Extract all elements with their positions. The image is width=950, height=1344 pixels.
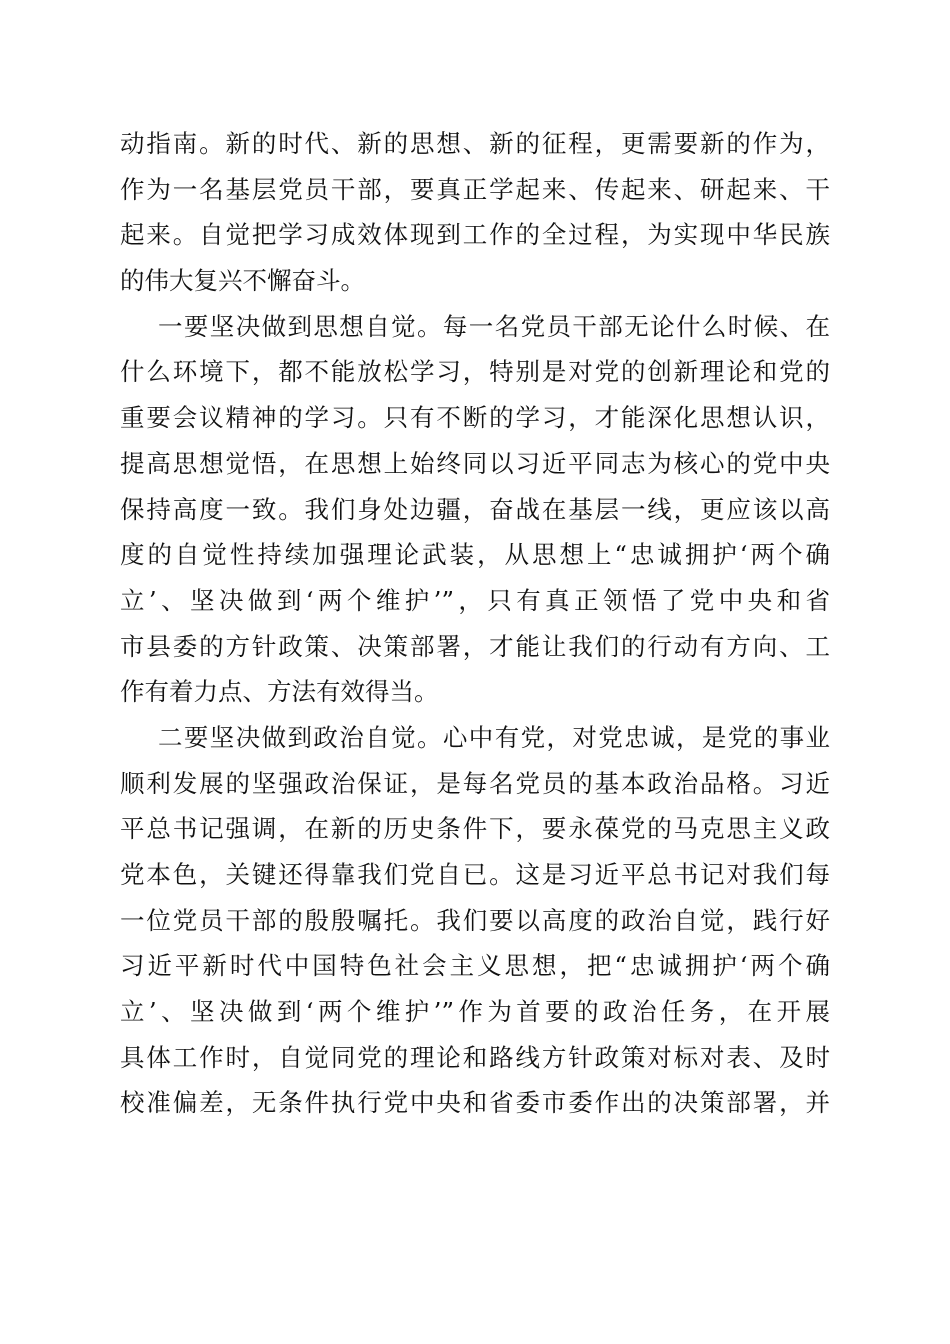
text-line: 作为一名基层党员干部，要真正学起来、传起来、研起来、干	[120, 174, 830, 204]
text-line: 立’、坚决做到‘两个维护’”作为首要的政治任务，在开展	[120, 997, 830, 1027]
text-line: 度的自觉性持续加强理论武装，从思想上“忠诚拥护‘两个确	[120, 540, 830, 570]
text-line: 党本色，关键还得靠我们党自已。这是习近平总书记对我们每	[120, 860, 830, 889]
text-line: 什么环境下，都不能放松学习，特别是对党的创新理论和党的	[120, 357, 830, 387]
text-line: 市县委的方针政策、决策部署，才能让我们的行动有方向、工	[120, 631, 830, 661]
text-line: 作有着力点、方法有效得当。	[120, 677, 439, 707]
text-line: 校准偏差，无条件执行党中央和省委市委作出的决策部署，并	[120, 1088, 830, 1118]
text-line: 一位党员干部的殷殷嘱托。我们要以高度的政治自觉，践行好	[120, 905, 830, 935]
text-line: 保持高度一致。我们身处边疆，奋战在基层一线，更应该以高	[120, 494, 830, 524]
text-line: 顺利发展的坚强政治保证，是每名党员的基本政治品格。习近	[120, 768, 830, 798]
text-line: 重要会议精神的学习。只有不断的学习，才能深化思想认识，	[120, 403, 830, 433]
text-line: 起来。自觉把学习成效体现到工作的全过程，为实现中华民族	[120, 220, 830, 250]
text-line: 平总书记强调，在新的历史条件下，要永葆党的马克思主义政	[120, 814, 830, 844]
text-line: 动指南。新的时代、新的思想、新的征程，更需要新的作为，	[120, 129, 830, 158]
text-line: 习近平新时代中国特色社会主义思想，把“忠诚拥护‘两个确	[120, 951, 830, 981]
text-line: 提高思想觉悟，在思想上始终同以习近平同志为核心的党中央	[120, 448, 830, 478]
body-text	[120, 121, 830, 1126]
text-line: 立’、坚决做到‘两个维护’”，只有真正领悟了党中央和省	[120, 585, 830, 615]
text-line: 具体工作时，自觉同党的理论和路线方针政策对标对表、及时	[120, 1042, 830, 1072]
paragraph-first-line: 二要坚决做到政治自觉。心中有党，对党忠诚，是党的事业	[158, 722, 830, 752]
text-line: 的伟大复兴不懈奋斗。	[120, 266, 365, 296]
paragraph-first-line: 一要坚决做到思想自觉。每一名党员干部无论什么时候、在	[158, 311, 830, 341]
